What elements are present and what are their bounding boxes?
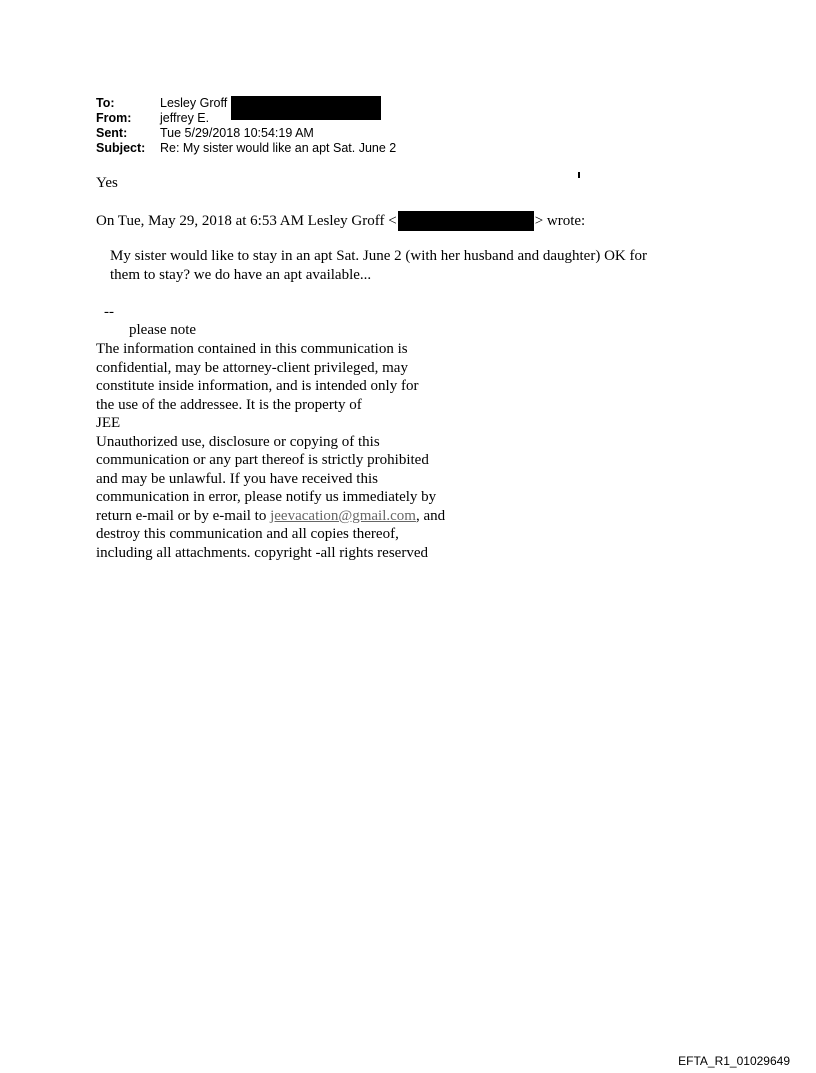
signature-separator: -- [104, 304, 114, 320]
disclaimer-line: and may be unlawful. If you have received this [96, 470, 378, 487]
return-prefix: return e-mail or by e-mail to [96, 507, 271, 524]
quoted-line: My sister would like to stay in an apt Sat. June 2 (with her husband and daughter) OK for [110, 248, 647, 264]
attribution-prefix: On Tue, May 29, 2018 at 6:53 AM Lesley Groff < [96, 212, 397, 229]
from-value: jeffrey E. [160, 111, 210, 125]
disclaimer-line: communication in error, please notify us immediately by [96, 489, 437, 505]
redaction-bar-email [398, 211, 534, 231]
quoted-message [110, 247, 710, 284]
disclaimer-line: confidential, may be attorney-client privileged, may [96, 359, 408, 376]
subject-label: Subject: [96, 141, 146, 155]
disclaimer-line: communication or any part thereof is strictly prohibited [96, 452, 429, 468]
sent-label: Sent: [96, 126, 128, 140]
quoted-line: them to stay? we do have an apt available... [110, 266, 372, 283]
attribution-suffix: > wrote: [534, 212, 586, 229]
sent-value: Tue 5/29/2018 10:54:19 AM [160, 126, 314, 140]
email-link[interactable]: jeevacation@gmail.com [270, 507, 416, 524]
from-label: From: [96, 111, 132, 125]
disclaimer-line: Unauthorized use, disclosure or copying of this [96, 433, 380, 450]
quote-attribution [96, 211, 585, 231]
disclaimer-line: destroy this communication and all copies thereof, [96, 526, 399, 542]
disclaimer-line [96, 507, 476, 526]
redaction-bar-to [231, 96, 381, 120]
disclaimer-line: the use of the addressee. It is the property of [96, 396, 362, 413]
return-suffix: , and [415, 507, 446, 524]
subject-value: Re: My sister would like an apt Sat. June 2 [160, 141, 397, 155]
disclaimer-line: constitute inside information, and is intended only for [96, 378, 419, 394]
subject-row [96, 141, 396, 156]
to-label: To: [96, 96, 115, 110]
disclaimer-line: The information contained in this communication is [96, 341, 408, 357]
document-id: EFTA_R1_01029649 [678, 1054, 790, 1068]
disclaimer-line: including all attachments. copyright -all rights reserved [96, 544, 428, 561]
sent-row [96, 126, 396, 141]
signature-please-note: please note [129, 322, 197, 338]
confidentiality-disclaimer [96, 340, 476, 562]
reply-text: Yes [96, 175, 118, 191]
to-value: Lesley Groff [160, 96, 228, 110]
email-header [96, 96, 396, 156]
disclaimer-line: JEE [96, 415, 121, 431]
stray-mark [578, 172, 580, 178]
